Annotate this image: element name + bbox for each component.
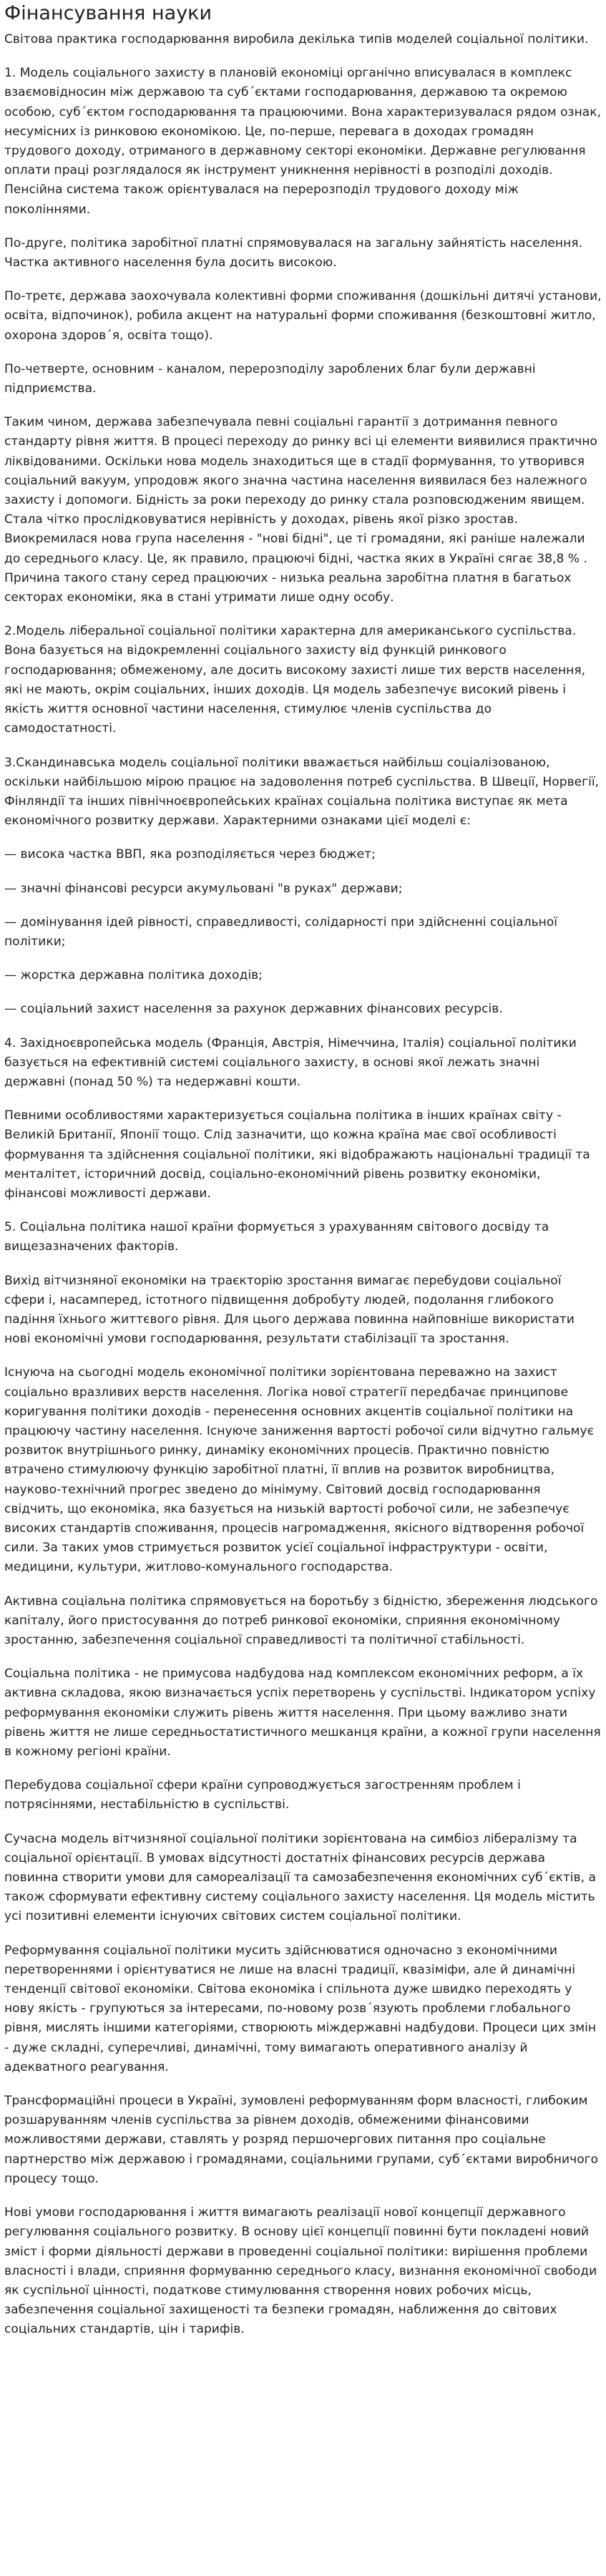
paragraph-7: 2.Модель ліберальної соціальної політики характерна для американського суспільства. Вона базується на відокремленні соціального захисту від функцій ринкового господарювання; обмеженому, але досить високому захисті лише тих верств населення, які не мають, окрім соціальних, інших доходів. Ця модель забезпечує високий рівень і якість життя основної частини населення, стимулює членів суспільства до самодостатності.: [4, 624, 586, 736]
paragraph-21: Перебудова соціальної сфери країни супроводжується загостренням проблем і потрясіннями, нестабільністю в суспільстві.: [4, 1778, 521, 1813]
paragraph-18: Існуюча на сьогодні модель економічної політики зорієнтована переважно на захист соціально вразливих верств населення. Логіка нової стратегії передбачає принципове коригування політики доходів - перенесення основних акцентів соціальної політики на працюючу частину населення. Існуюче заниження вартості робочої сили відчутно гальмує розвиток внутрішнього ринку, динаміку економічних процесів. Практично повністю втрачено стимулюючу функцію заробітної платні, її вплив на розвиток виробництва, науково-технічний прогрес зведено до мінімуму. Світовий досвід господарювання свідчить, що економіка, яка базується на низькій вартості робочої сили, не забезпечує високих стандартів споживання, процесів нагромадження, якісного відтворення робочої сили. За таких умов стримується розвиток усієї соціальної інфраструктури - освіти, медицини, культури, житлово-комунального господарства.: [4, 1365, 594, 1575]
paragraph-16: 5. Соціальна політика нашої країни формується з урахуванням світового досвіду та вищезазначених факторів.: [4, 1220, 549, 1254]
paragraph-9: — висока частка ВВП, яка розподіляється через бюджет;: [4, 847, 376, 862]
paragraph-2: 1. Модель соціального захисту в плановій економіці органічно вписувалася в комплекс взаємовідносин між державою та суб´єктами господарювання, державою та окремою особою, суб´єктом господарювання та працюючими. Вона характеризувалася рядом ознак, несумісних із ринковою економікою. Це, по-перше, перевага в доходах громадян трудового доходу, отриманого в державному секторі економіки. Державне регулювання оплати праці розглядалося як інструмент уникнення нерівності в розподілі доходів. Пенсійна система також орієнтувалася на перерозподіл трудового доходу між поколіннями.: [4, 66, 602, 217]
paragraph-20: Соціальна політика - не примусова надбудова над комплексом економічних реформ, а їх активна складова, якою визначається успіх перетворень у суспільстві. Індикатором успіху реформування економіки служить рівень життя населення. При цьому важливо знати рівень життя не лише середньостатистичного мешканця країни, а кожної групи населення в кожному регіоні країни.: [4, 1667, 601, 1760]
paragraph-13: — соціальний захист населення за рахунок державних фінансових ресурсів.: [4, 1002, 503, 1017]
paragraph-14: 4. Західноєвропейська модель (Франція, Австрія, Німеччина, Італія) соціальної політики базується на ефективній системі соціального захисту, в основі якої лежать значні державні (понад 50 %) та недержавні кошти.: [4, 1035, 577, 1089]
paragraph-8: 3.Скандинавська модель соціальної політики вважається найбільш соціалізованою, оскільки найбільшою мірою працює на задоволення потреб суспільства. В Швеції, Норвегії, Фінляндії та інших північноєвропейських країнах соціальна політика виступає як мета економічного розвитку держави. Характерними ознаками цієї моделі є:: [4, 755, 600, 829]
page-title: Фінансування науки: [4, 2, 212, 24]
paragraph-25: Нові умови господарювання і життя вимагають реалізації нової концепції державного регулювання соціального розвитку. В основу цієї концепції повинні бути покладені новий зміст і форми діяльності держави в проведенні соціальної політики: вирішення проблеми власності і влади, сприяння формуванню середнього класу, визнання економічної свободи як суспільної цінності, податкове стимулювання створення нових робочих місць, забезпечення соціальної захищеності та безпеки громадян, наближення до світових соціальних стандартів, цін і тарифів.: [4, 2205, 597, 2337]
paragraph-17: Вихід вітчизняної економіки на траєкторію зростання вимагає перебудови соціальної сфери і, насамперед, істотного підвищення добробуту людей, подолання глибокого падіння їхнього життєвого рівня. Для цього держава повинна найповніше використати нові економічні умови господарювання, результати стабілізації та зростання.: [4, 1273, 575, 1347]
paragraph-4: По-третє, держава заохочувала колективні форми споживання (дошкільні дитячі установи, освіта, відпочинок), робила акцент на натуральні форми споживання (безкоштовні житло, охорона здоров´я, освіта тощо).: [4, 289, 602, 343]
paragraph-24: Трансформаційні процеси в Україні, зумовлені реформуванням форм власності, глибоким розшаруванням членів суспільства за рівнем доходів, обмеженими фінансовими можливостями держави, ставлять у розряд першочергових питання про соціальне партнерство між державою і громадянами, соціальними групами, суб´єктами виробничого процесу тощо.: [4, 2094, 599, 2186]
paragraph-12: — жорстка державна політика доходів;: [4, 968, 263, 983]
paragraph-15: Певними особливостями характеризується соціальна політика в інших країнах світу - Великій Британії, Японії тощо. Слід зазначити, що кожна країна має свої особливості формування та здійснення соціальної політики, які відображають національні традиції та менталітет, історичний досвід, соціально-економічний рівень розвитку економіки, фінансові можливості держави.: [4, 1108, 590, 1201]
paragraph-3: По-друге, політика заробітної платні спрямовувалася на загальну зайнятість населення. Частка активного населення була досить високою.: [4, 235, 582, 270]
paragraph-22: Сучасна модель вітчизняної соціальної політики зорієнтована на симбіоз лібералізму та соціальної орієнтації. В умовах відсутності достатніх фінансових ресурсів держава повинна створити умови для самореалізації та самозабезпечення економічних суб´єктів, а також сформувати ефективну систему соціального захисту населення. Ця модель містить усі позитивні елементи існуючих світових систем соціальної політики.: [4, 1831, 596, 1924]
article-body: [4, 30, 602, 2340]
paragraph-1: Світова практика господарювання виробила декілька типів моделей соціальної політики.: [4, 32, 589, 47]
paragraph-10: — значні фінансові ресурси акумульовані "в руках" держави;: [4, 881, 403, 896]
paragraph-23: Реформування соціальної політики мусить здійснюватися одночасно з економічними перетвореннями і орієнтуватися не лише на власні традиції, квазіміфи, але й динамічні тенденції світової економіки. Світова економіка і спільнота дуже швидко переходять у нову якість - групуються за інтересами, по-новому розв´язують проблеми глобального рівня, мислять іншими категоріями, створюють міждержавні надбудови. Процеси цих змін - дуже складні, суперечливі, динамічні, тому вимагають оперативного аналізу й адекватного реагування.: [4, 1943, 597, 2074]
paragraph-5: По-четверте, основним - каналом, перерозподілу зароблених благ були державні підприємства.: [4, 361, 536, 396]
paragraph-19: Активна соціальна політика спрямовується на боротьбу з бідністю, збереження людського капіталу, його пристосування до потреб ринкової економіки, сприяння економічному зростанню, забезпечення соціальної справедливості та політичної стабільності.: [4, 1594, 598, 1648]
paragraph-6: Таким чином, держава забезпечувала певні соціальні гарантії з дотримання певного стандарту рівня життя. В процесі переходу до ринку всі ці елементи виявилися практично ліквідованими. Оскільки нова модель знаходиться ще в стадії формування, то утворився соціальний вакуум, упродовж якого значна частина населення виявилася без належного захисту і допомоги. Бідність за роки переходу до ринку стала розповсюдженим явищем. Стала чітко прослідковуватися нерівність у доходах, рівень якої різко зростав. Виокремилася нова група населення - "нові бідні", це ті громадяни, які раніше належали до середнього класу. Це, як правило, працюючі бідні, частка яких в Україні сягає 38,8 % . Причина такого стану серед працюючих - низька реальна заробітна платня в багатьох секторах економіки, яка в стані утримати лише одну особу.: [4, 415, 597, 605]
paragraph-11: — домінування ідей рівності, справедливості, солідарності при здійсненні соціальної політики;: [4, 914, 558, 949]
